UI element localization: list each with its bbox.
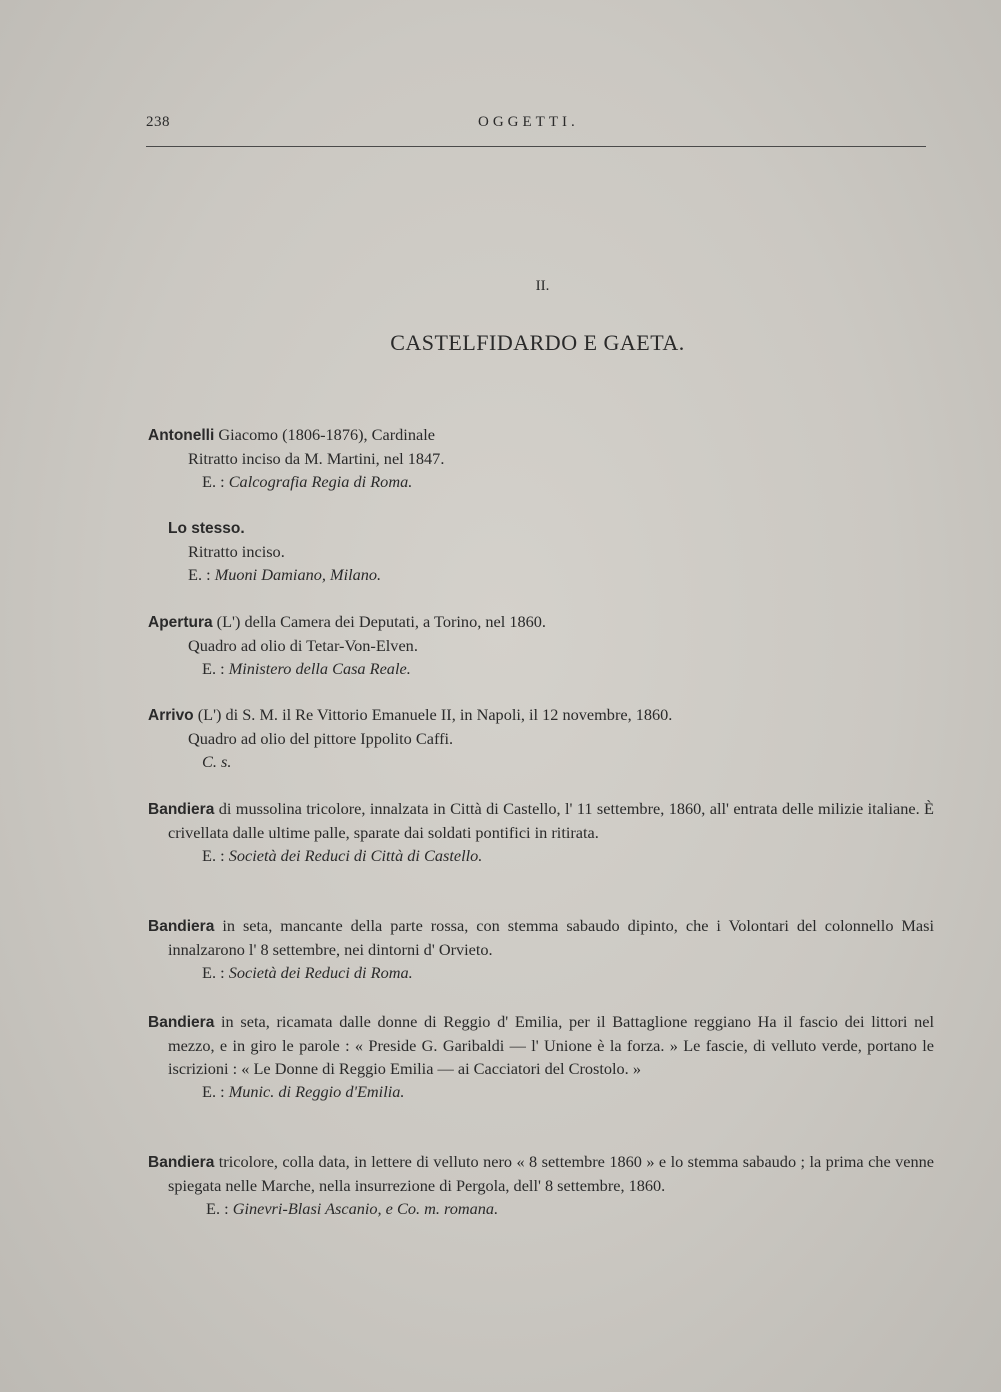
- entry-head: Bandiera: [148, 1154, 215, 1171]
- exhibitor-label: E. :: [206, 1199, 233, 1218]
- exhibitor-label: E. :: [188, 565, 215, 584]
- exhibitor-name: C. s.: [202, 752, 232, 771]
- entry-paragraph: [148, 1150, 934, 1197]
- entry-heading-line: [148, 516, 934, 540]
- catalog-entry: [148, 797, 934, 867]
- exhibitor-name: Società dei Reduci di Roma.: [228, 963, 413, 982]
- page-header: [146, 114, 926, 138]
- exhibitor-name: Ministero della Casa Reale.: [228, 659, 411, 678]
- entry-head-rest: Giacomo (1806-1876), Cardinale: [214, 425, 435, 444]
- entry-heading-line: [148, 703, 934, 727]
- catalog-entry: [148, 1150, 934, 1220]
- catalog-entry: [148, 610, 934, 680]
- exhibitor-label: E. :: [202, 846, 229, 865]
- exhibitor-name: Munic. di Reggio d'Emilia.: [228, 1082, 405, 1101]
- entry-head: Bandiera: [148, 918, 215, 935]
- exhibitor-name: Calcografia Regia di Roma.: [228, 472, 413, 491]
- entry-paragraph: [148, 1010, 934, 1080]
- entry-exhibitor: [148, 844, 934, 867]
- entry-description: Ritratto inciso da M. Martini, nel 1847.: [188, 449, 445, 468]
- entry-head: Bandiera: [148, 1014, 215, 1031]
- entry-description: Quadro ad olio del pittore Ippolito Caffi.: [188, 729, 454, 748]
- entry-head-rest: in seta, mancante della parte rossa, con stemma sabaudo dipinto, che i Volontari del colonnello Masi innalzarono l' 8 settembre, nei dintorni d' Orvieto.: [168, 916, 934, 959]
- entry-head-rest: di mussolina tricolore, innalzata in Città di Castello, l' 11 settembre, 1860, all' entrata delle milizie italiane. È crivellata dalle ultime palle, sparate dai soldati pontifici in ritirata.: [168, 799, 934, 842]
- entry-paragraph: [148, 797, 934, 844]
- exhibitor-label: E. :: [202, 659, 229, 678]
- running-title: OGGETTI.: [478, 114, 579, 130]
- entry-head-rest: in seta, ricamata dalle donne di Reggio d' Emilia, per il Battaglione reggiano Ha il fascio dei littori nel mezzo, e in giro le parole : « Preside G. Garibaldi — l' Unione è la forza. » Le fascie, di velluto verde, portano le iscrizioni : « Le Donne di Reggio Emilia — ai Cacciatori del Crostolo. »: [168, 1012, 934, 1078]
- entry-exhibitor: [148, 961, 934, 984]
- catalog-entry: [148, 1010, 934, 1103]
- exhibitor-label: E. :: [202, 1082, 229, 1101]
- entry-paragraph: [148, 914, 934, 961]
- entry-description: Ritratto inciso.: [188, 542, 285, 561]
- entry-head-rest: tricolore, colla data, in lettere di velluto nero « 8 settembre 1860 » e lo stemma sabaudo ; la prima che venne spiegata nelle Marche, nella insurrezione di Pergola, dell' 8 settembre, 1860.: [168, 1152, 934, 1195]
- catalog-entry: [148, 914, 934, 984]
- exhibitor-label: E. :: [202, 963, 229, 982]
- entry-exhibitor: [148, 563, 934, 586]
- exhibitor-name: Ginevri-Blasi Ascanio, e Co. m. romana.: [232, 1199, 499, 1218]
- entry-head: Antonelli: [148, 427, 215, 444]
- entry-description: Quadro ad olio di Tetar-Von-Elven.: [188, 636, 418, 655]
- header-rule: [146, 146, 926, 147]
- entry-exhibitor: [148, 470, 934, 493]
- entry-exhibitor: [148, 657, 934, 680]
- section-number: II.: [535, 278, 550, 294]
- catalog-entry: [148, 703, 934, 773]
- entry-heading-line: [148, 610, 934, 634]
- exhibitor-name: Società dei Reduci di Città di Castello.: [228, 846, 483, 865]
- catalog-entry: [148, 423, 934, 493]
- exhibitor-label: E. :: [202, 472, 229, 491]
- entry-head: Arrivo: [148, 707, 194, 724]
- entry-exhibitor: [148, 1080, 934, 1103]
- entry-exhibitor: [148, 1197, 934, 1220]
- entry-head: Apertura: [148, 614, 213, 631]
- entry-head-rest: (L') di S. M. il Re Vittorio Emanuele II, in Napoli, il 12 novembre, 1860.: [193, 705, 673, 724]
- entry-exhibitor: [148, 750, 934, 773]
- section-title: CASTELFIDARDO E GAETA.: [390, 330, 685, 355]
- entry-heading-line: [148, 423, 934, 447]
- entry-head: Bandiera: [148, 801, 215, 818]
- entry-head-rest: (L') della Camera dei Deputati, a Torino, nel 1860.: [212, 612, 546, 631]
- page-number: 238: [146, 114, 170, 130]
- catalog-entry: [148, 516, 934, 586]
- exhibitor-name: Muoni Damiano, Milano.: [214, 565, 382, 584]
- entry-head: Lo stesso.: [168, 520, 245, 537]
